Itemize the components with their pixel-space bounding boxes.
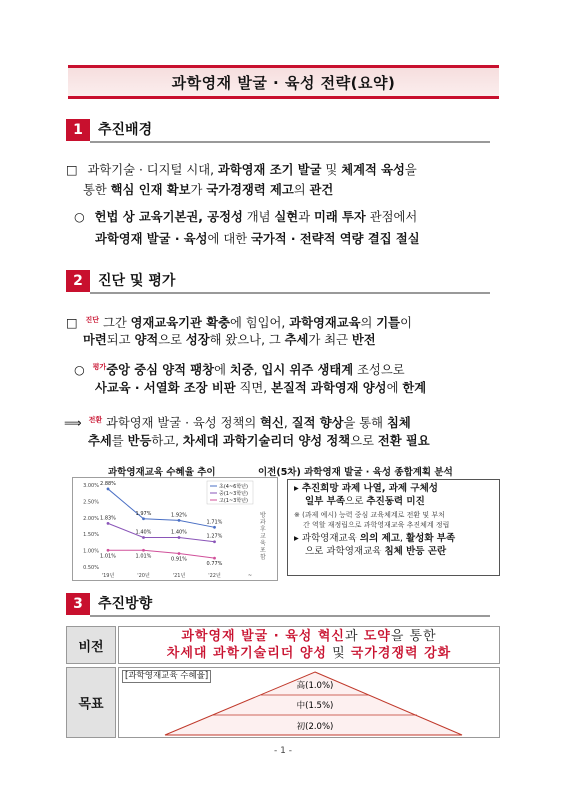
- section1-title: 추진배경: [90, 119, 490, 143]
- x-tick-label: '20년: [137, 573, 150, 579]
- vision-line1: 과학영재 발굴 · 육성 혁신과 도약을 통한: [181, 629, 437, 644]
- s2-p3-line2: 추세를 반등하고, 차세대 과학기술리더 양성 정책으로 전환 필요: [88, 434, 430, 448]
- data-label: 1.27%: [206, 533, 223, 540]
- section1-number: 1: [66, 119, 90, 141]
- analysis-note: ※ (과제 예시) 능력 중심 교육체계로 전환 및 부처 간 역할 재정립으로 과학영재교육 추진체계 정립: [294, 511, 450, 529]
- triangle-bullet-icon: ▸: [294, 483, 299, 494]
- goal-label: 목표: [66, 667, 116, 738]
- data-label: 1.97%: [135, 510, 152, 517]
- section2-title: 진단 및 평가: [90, 270, 490, 294]
- x-tick-label: '22년: [208, 573, 221, 579]
- section1-header: [66, 119, 490, 143]
- data-label: 0.77%: [206, 561, 223, 568]
- section3-number: 3: [66, 593, 90, 615]
- s1-p1-line2: 통한 핵심 인재 확보가 국가경쟁력 제고의 관건: [83, 183, 334, 197]
- data-label: 2.88%: [100, 480, 116, 487]
- pyramid-top: 高(1.0%): [296, 681, 334, 691]
- vision-label: 비전: [66, 626, 116, 664]
- legend-label: 초(4~6학년): [219, 483, 248, 490]
- document-title: 과학영재 발굴 · 육성 전략(요약): [68, 65, 499, 99]
- x-tick-label: ~: [247, 573, 253, 579]
- goal-pyramid: [119, 668, 501, 739]
- data-point: [178, 519, 181, 522]
- data-point: [142, 549, 145, 552]
- arrow-icon: ⟹: [64, 416, 82, 431]
- data-label: 0.91%: [171, 556, 187, 563]
- data-label: 1.01%: [100, 553, 116, 560]
- s2-p1-line2: 마련되고 양적으로 성장해 왔으나, 그 추세가 최근 반전: [83, 333, 376, 347]
- data-label: 1.40%: [171, 529, 187, 536]
- analysis-box: [287, 479, 500, 576]
- data-point: [142, 536, 145, 539]
- section2-number: 2: [66, 270, 90, 292]
- data-label: 1.01%: [135, 553, 152, 560]
- chart-side-label: 방과후 교육 포함: [260, 512, 266, 561]
- analysis-item-2-cont: 으로 과학영재교육 침체 반등 곤란: [305, 545, 447, 557]
- legend-label: 중(1~3학년): [219, 490, 248, 497]
- data-label: 1.83%: [100, 515, 116, 522]
- pyramid-bottom: 初(2.0%): [296, 722, 334, 732]
- data-point: [107, 488, 110, 491]
- data-point: [213, 526, 216, 529]
- vision-line2: 차세대 과학기술리더 양성 및 국가경쟁력 강화: [166, 646, 452, 661]
- benefit-rate-line-chart: [72, 477, 278, 581]
- vision-box: [118, 626, 500, 664]
- y-tick-label: 0.50%: [83, 565, 99, 571]
- s1-p2-line1: ○ 헌법 상 교육기본권, 공정성 개념 실현과 미래 투자 관점에서: [74, 210, 418, 224]
- pyramid-middle: 中(1.5%): [296, 701, 334, 711]
- page-number: - 1 -: [274, 746, 292, 756]
- x-tick-label: '19년: [101, 573, 115, 579]
- y-tick-label: 2.00%: [83, 515, 99, 522]
- s1-p2-line2: 과학영재 발굴 · 육성에 대한 국가적 · 전략적 역량 결집 절실: [95, 232, 420, 246]
- section3-title: 추진방향: [90, 593, 490, 617]
- data-point: [178, 536, 181, 539]
- y-tick-label: 3.00%: [83, 483, 99, 489]
- x-tick-label: '21년: [172, 573, 186, 579]
- data-label: 1.92%: [171, 512, 187, 519]
- section2-header: [66, 270, 490, 294]
- chart-title: 과학영재교육 수혜율 추이: [108, 467, 216, 478]
- analysis-title: 이전(5차) 과학영재 발굴 · 육성 종합계획 분석: [258, 467, 453, 478]
- s2-p1-line1: □ $^{진단}$ 그간 영재교육기관 확충에 힘입어, 과학영재교육의 기틀이: [66, 316, 412, 331]
- s2-p3-line1: ⟹ $^{전환}$ 과학영재 발굴 · 육성 정책의 혁신, 질적 향상을 통해 침체: [64, 416, 411, 431]
- data-label: 1.40%: [135, 529, 152, 536]
- analysis-item-1: ▸ 추진희망 과제 나열, 과제 구체성: [294, 483, 438, 494]
- y-tick-label: 1.50%: [83, 532, 99, 539]
- section3-header: [66, 593, 490, 617]
- analysis-item-2: ▸ 과학영재교육 의의 제고, 활성화 부족: [294, 533, 456, 544]
- y-tick-label: 2.50%: [83, 499, 99, 506]
- data-point: [213, 540, 216, 543]
- data-point: [107, 522, 110, 525]
- data-point: [178, 552, 181, 555]
- goal-box: [118, 667, 500, 738]
- data-point: [213, 557, 216, 560]
- s2-p2-line1: ○ $^{평가}$중앙 중심 양적 팽창에 치중, 입시 위주 생태계 조성으로: [74, 363, 405, 378]
- triangle-bullet-icon: ▸: [294, 533, 299, 544]
- s2-p2-line2: 사교육 · 서열화 조장 비판 직면, 본질적 과학영재 양성에 한계: [95, 381, 427, 395]
- y-tick-label: 1.00%: [83, 548, 99, 555]
- legend-label: 고(1~3학년): [219, 497, 248, 504]
- data-label: 1.71%: [206, 519, 223, 526]
- data-point: [142, 517, 145, 520]
- goal-caption: [과학영재교육 수혜율]: [122, 670, 211, 683]
- analysis-item-1-cont: 일부 부족으로 추진동력 미진: [305, 495, 425, 507]
- s1-p1-line1: □ 과학기술 · 디지털 시대, 과학영재 조기 발굴 및 체계적 육성을: [66, 163, 417, 177]
- data-point: [107, 549, 110, 552]
